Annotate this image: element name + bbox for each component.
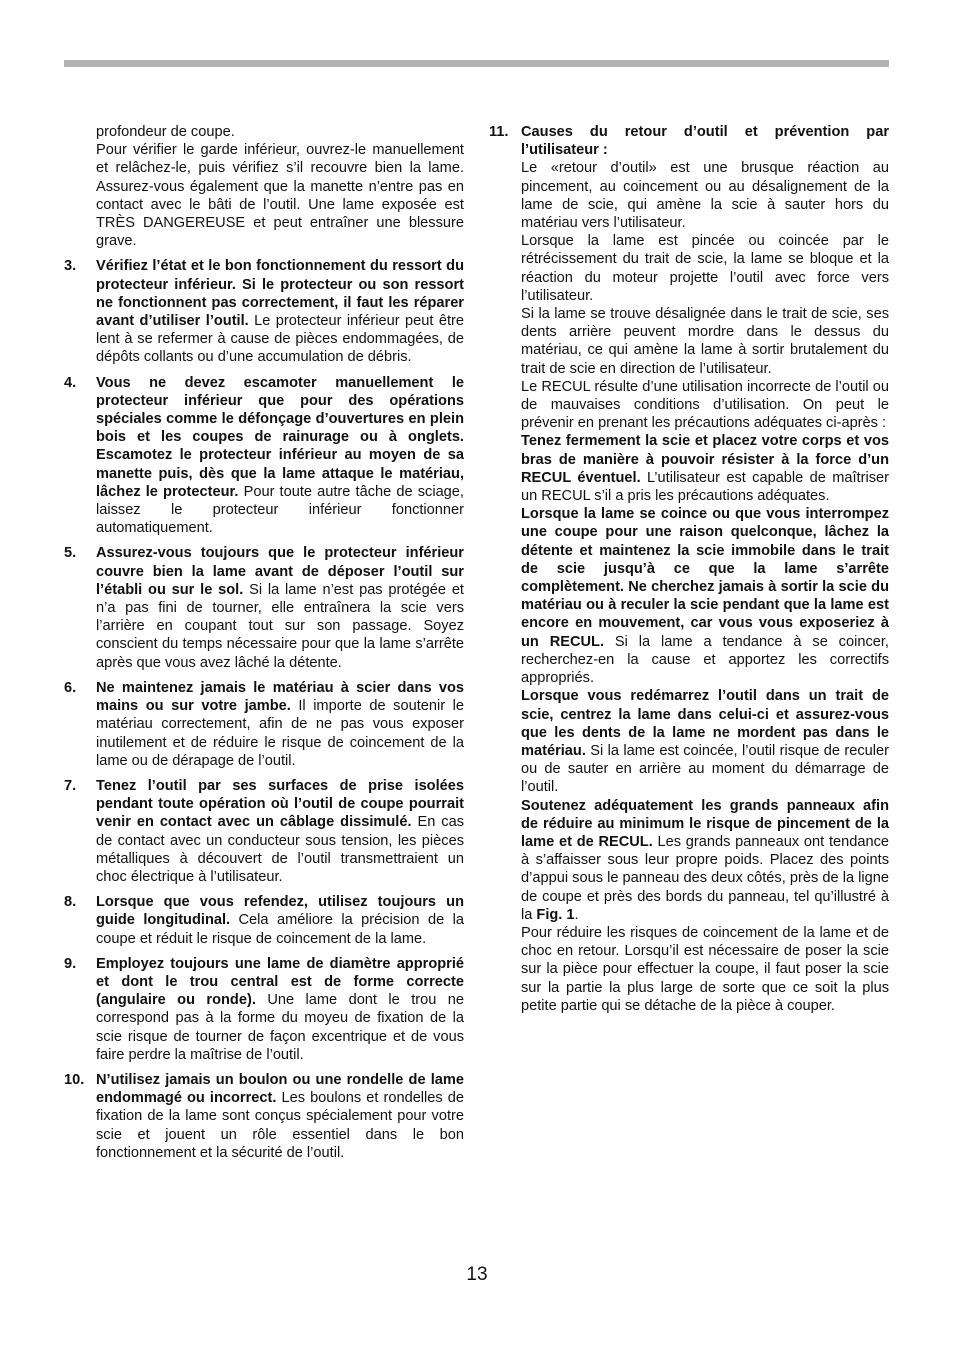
body-text: Le «retour d’outil» est une brusque réaction au pincement, au coincement ou au désalignement de la lame de scie, qui amène la scie à sauter hors du matériau vers l’utilisateur. [521, 160, 889, 232]
bold-text: Vérifiez l’état et le bon fonctionnement du ressort du protecteur inférieur. Si le protecteur ou son ressort ne fonctionnent pas correctement, il faut les réparer avant d’utiliser l’outil. [96, 258, 464, 330]
header-rule [64, 60, 889, 67]
body-text: Pour réduire les risques de coincement de la lame et de choc en retour. Lorsqu’il est nécessaire de poser la scie sur la pièce pour effectuer la coupe, il faut poser la scie sur la partie la plus large de sorte que ce soit la plus petite partie qui se détache de la pièce à couper. [521, 924, 889, 1014]
body-text: Le protecteur inférieur peut être lent à se refermer à cause de pièces endommagées, de dépôts collants ou d’une accumulation de débris. [96, 313, 464, 366]
paragraph [521, 305, 889, 378]
paragraph [96, 1071, 464, 1162]
bold-text: Lorsque la lame se coince ou que vous interrompez une coupe pour une raison quelconque, lâchez la détente et maintenez la scie immobile dans le trait de scie jusqu’à ce que la lame s’arrête complètement. Ne cherchez jamais à sortir la scie du matériau ou à reculer la scie pendant que la lame est encore en mouvement, car vous vous exposeriez à un RECUL. [521, 506, 889, 650]
item-number: 6. [64, 679, 77, 696]
paragraph [521, 687, 889, 796]
body-text: Si la lame a tendance à se coincer, recherchez-en la cause et apportez les correctifs appropriés. [521, 633, 889, 687]
paragraph [96, 955, 464, 1064]
paragraph [521, 924, 889, 1015]
paragraph [521, 505, 889, 687]
bold-text: Employez toujours une lame de diamètre approprié et dont le trou central est de forme correcte (angulaire ou ronde). [96, 955, 464, 1009]
body-text: Pour toute autre tâche de sciage, laissez le protecteur inférieur fonctionner automatiquement. [96, 483, 464, 537]
safety-item [64, 257, 464, 366]
body-text: Pour vérifier le garde inférieur, ouvrez-le manuellement et relâchez-le, puis vérifiez s’il recouvre bien la lame. Assurez-vous également que la manette n’entre pas en contact avec le bâti de l’outil. Une lame exposée est TRÈS DANGEREUSE et peut entraîner une blessure grave. [96, 142, 464, 250]
bold-text: Tenez l’outil par ses surfaces de prise isolées pendant toute opération où l’outil de coupe pourrait venir en contact avec un câblage dissimulé. [96, 777, 464, 831]
body-text: Si la lame n’est pas protégée et n’a pas fini de tourner, elle entraînera la scie vers l’arrière en coupant tout sur son passage. Soyez conscient du temps nécessaire pour que la lame s’arrête après que vous avez lâché la détente. [96, 581, 464, 671]
body-text: Une lame dont le trou ne correspond pas à la forme du moyeu de fixation de la scie risque de tourner de façon excentrique et de vous faire perdre la maîtrise de l’outil. [96, 992, 465, 1063]
body-text: Les boulons et rondelles de fixation de la lame sont conçus spécialement pour votre scie et jouent un rôle essentiel dans le bon fonctionnement et la sécurité de l’outil. [96, 1090, 464, 1161]
item-number: 4. [64, 374, 77, 391]
body-text: Si la lame se trouve désalignée dans le trait de scie, ses dents arrière peuvent mordre dans le dessus du matériau, ce qui amène la lame à sortir brutalement du trait de scie en direction de l’utilisateur. [521, 306, 889, 377]
paragraph [521, 432, 889, 505]
paragraph [96, 679, 464, 770]
bold-text: Ne maintenez jamais le matériau à scier dans vos mains ou sur votre jambe. [96, 679, 464, 715]
safety-item [64, 374, 464, 538]
paragraph [96, 374, 464, 538]
safety-item [64, 679, 464, 770]
right-column [489, 123, 889, 1022]
bold-text: Vous ne devez escamoter manuellement le protecteur inférieur que pour des opérations spéciales comme le défonçage d’ouvertures en plein bois et les coupes de rainurage ou à onglets. Escamotez le protecteur inférieur au moyen de sa manette puis, dès que la lame attaque le matériau, lâchez le protecteur. [96, 374, 464, 500]
body-text: Si la lame est coincée, l’outil risque de reculer ou de sauter en arrière au moment du démarrage de l’outil. [521, 742, 889, 796]
page-number: 13 [466, 1264, 488, 1285]
item-number: 7. [64, 777, 77, 794]
safety-item [64, 544, 464, 671]
body-text: Les grands panneaux ont tendance à s’affaisser sous leur propre poids. Placez des points d’appui sous le panneau des deux côtés, près de la ligne de coupe et près des bords du panneau, tel qu’illustré à la [521, 833, 889, 923]
body-text: Lorsque la lame est pincée ou coincée par le rétrécissement du trait de scie, la lame se bloque et la réaction du moteur projette l’outil avec force vers l’utilisateur. [521, 233, 889, 304]
item-number: 9. [64, 955, 77, 972]
paragraph [521, 232, 889, 305]
item-number: 11. [489, 124, 509, 140]
paragraph [521, 123, 889, 159]
bold-text: Fig. 1 [536, 906, 575, 923]
body-text: Le RECUL résulte d’une utilisation incorrecte de l’outil ou de mauvaises conditions d’utilisation. On peut le prévenir en prenant les précautions adéquates ci-après : [521, 378, 889, 432]
item-number: 8. [64, 894, 77, 911]
paragraph [96, 257, 464, 366]
paragraph [96, 893, 464, 948]
paragraph [96, 123, 464, 141]
bold-text: Causes du retour d’outil et prévention par l’utilisateur : [521, 124, 889, 159]
bold-text: Lorsque que vous refendez, utilisez toujours un guide longitudinal. [96, 894, 464, 929]
bold-text: Lorsque vous redémarrez l’outil dans un trait de scie, centrez la lame dans celui-ci et assurez-vous que les dents de la lame ne mordent pas dans le matériau. [521, 688, 889, 759]
body-text: Cela améliore la précision de la coupe et réduit le risque de coincement de la lame. [96, 912, 464, 947]
bold-text: N’utilisez jamais un boulon ou une rondelle de lame endommagé ou incorrect. [96, 1071, 464, 1107]
paragraph [521, 378, 889, 433]
paragraph [96, 544, 464, 671]
body-text: profondeur de coupe. [96, 124, 235, 140]
paragraph [521, 159, 889, 232]
left-column [64, 123, 464, 1169]
safety-item [489, 123, 889, 1015]
bold-text: Soutenez adéquatement les grands panneaux afin de réduire au minimum le risque de pincement de la lame et de RECUL. [521, 797, 889, 850]
safety-item [64, 1071, 464, 1162]
body-text: En cas de contact avec un conducteur sous tension, les pièces métalliques à découvert de l’outil transmettraient un choc électrique à l’utilisateur. [96, 814, 465, 885]
paragraph [96, 141, 464, 250]
safety-item [64, 777, 464, 886]
body-text: . [574, 906, 579, 923]
body-text: L’utilisateur est capable de maîtriser un RECUL s’il a pris les précautions adéquates. [521, 469, 889, 505]
safety-item [64, 955, 464, 1064]
safety-item [64, 893, 464, 948]
item-number: 10. [64, 1071, 85, 1088]
paragraph [96, 777, 464, 886]
bold-text: Assurez-vous toujours que le protecteur inférieur couvre bien la lame avant de déposer l’outil sur l’établi ou sur le sol. [96, 545, 464, 598]
continuation-text [64, 123, 464, 250]
body-text: Il importe de soutenir le matériau correctement, afin de ne pas vous exposer inutilement et de réduire le risque de coincement de la lame ou de dérapage de l’outil. [96, 698, 464, 769]
bold-text: Tenez fermement la scie et placez votre corps et vos bras de manière à pouvoir résister à la force d’un RECUL éventuel. [521, 433, 889, 486]
item-number: 5. [64, 545, 77, 562]
item-number: 3. [64, 258, 77, 275]
paragraph [521, 797, 889, 924]
